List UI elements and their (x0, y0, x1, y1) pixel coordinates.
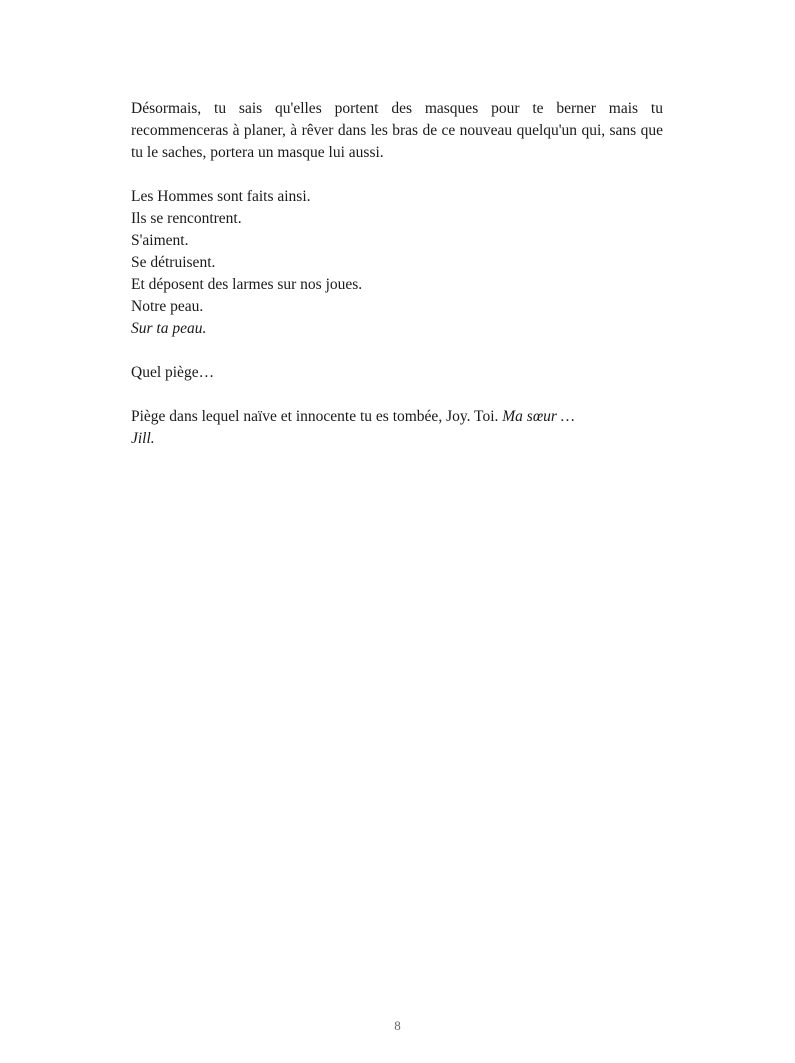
stanza (131, 186, 663, 340)
stanza-line: Les Hommes sont faits ainsi. (131, 188, 311, 205)
stanza-line: S'aiment. (131, 232, 189, 249)
paragraph-gap (131, 384, 663, 406)
final-italic: Ma sœur … (502, 408, 575, 425)
paragraph-gap (131, 340, 663, 362)
final-text: Piège dans lequel naïve et innocente tu es tombée, Joy. Toi. (131, 408, 503, 425)
page-number: 8 (394, 1018, 401, 1033)
stanza-line-italic: Sur ta peau. (131, 320, 207, 337)
final-line (131, 406, 663, 428)
exclamation-line: Quel piège… (131, 364, 215, 381)
signature: Jill. (131, 430, 155, 447)
stanza-line: Se détruisent. (131, 254, 216, 271)
paragraph-masks: Désormais, tu sais qu'elles portent des masques pour te berner mais tu recommenceras à planer, à rêver dans les bras de ce nouveau quelqu'un qui, sans que tu le saches, portera un masque lui aussi. (131, 100, 663, 161)
document-page (131, 98, 663, 450)
final-paragraph (131, 406, 663, 450)
paragraph-gap (131, 164, 663, 186)
stanza-line: Et déposent des larmes sur nos joues. (131, 276, 363, 293)
stanza-line: Ils se rencontrent. (131, 210, 242, 227)
stanza-line: Notre peau. (131, 298, 204, 315)
